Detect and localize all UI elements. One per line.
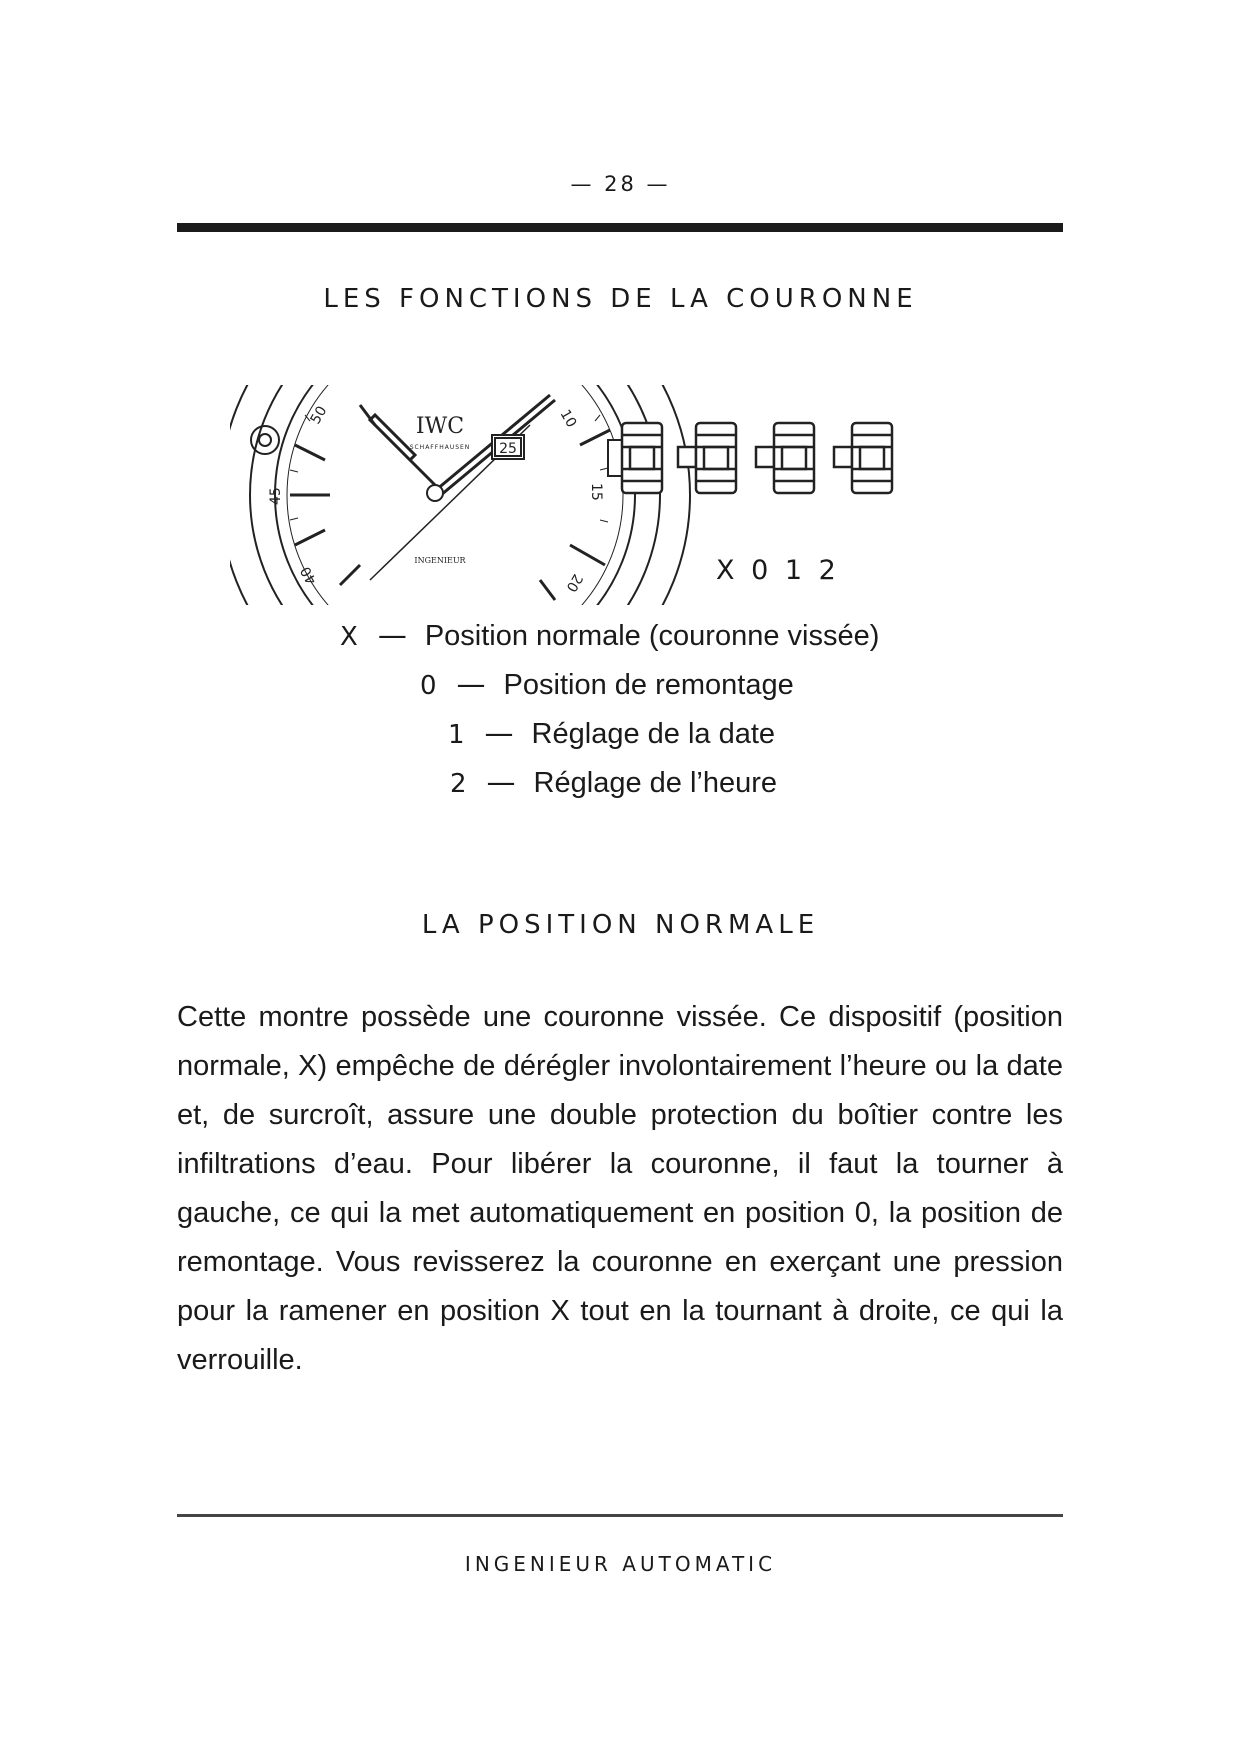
bezel-number: 40 bbox=[297, 563, 321, 587]
dash: — bbox=[486, 765, 516, 799]
bezel-number: 20 bbox=[562, 571, 586, 595]
brand-subtitle: SCHAFFHAUSEN bbox=[409, 444, 471, 451]
bezel-number: 15 bbox=[588, 483, 604, 501]
bezel-screw bbox=[251, 426, 279, 454]
bezel-number: 45 bbox=[268, 487, 284, 505]
top-rule bbox=[177, 223, 1063, 232]
crown-position-2 bbox=[834, 423, 892, 493]
position-row bbox=[340, 618, 879, 653]
position-key: 2 bbox=[450, 769, 467, 799]
crown-tube bbox=[608, 440, 622, 476]
section-title-normal-position: LA POSITION NORMALE bbox=[421, 910, 820, 940]
crown-position-x bbox=[622, 423, 662, 493]
footer-title: INGENIEUR AUTOMATIC bbox=[464, 1552, 777, 1576]
bezel-number: 10 bbox=[556, 407, 580, 431]
position-label: Position de remontage bbox=[503, 669, 794, 701]
position-row bbox=[420, 667, 794, 702]
brand-logo: IWC bbox=[415, 414, 465, 439]
position-key: 0 bbox=[420, 671, 437, 701]
page-number: — 28 — bbox=[570, 172, 671, 196]
model-mark: INGENIEUR bbox=[414, 556, 466, 565]
section-title-crown-functions: LES FONCTIONS DE LA COURONNE bbox=[323, 284, 918, 314]
dash: — bbox=[456, 667, 486, 701]
position-row bbox=[448, 716, 775, 751]
date-value: 25 bbox=[499, 441, 517, 457]
bezel-number: 50 bbox=[307, 403, 331, 427]
position-key: 1 bbox=[448, 720, 465, 750]
crown-position-1 bbox=[756, 423, 814, 493]
position-label: Position normale (couronne vissée) bbox=[424, 620, 880, 652]
bottom-rule bbox=[177, 1514, 1063, 1517]
crown-position-0 bbox=[678, 423, 736, 493]
position-label: Réglage de l’heure bbox=[533, 767, 778, 799]
position-label: Réglage de la date bbox=[531, 718, 776, 750]
dash: — bbox=[484, 716, 514, 750]
position-row bbox=[450, 765, 777, 800]
crown-position-labels: X 0 1 2 bbox=[716, 555, 840, 586]
hands-pivot bbox=[427, 485, 443, 501]
dash: — bbox=[377, 618, 407, 652]
watch-crown-illustration bbox=[230, 385, 1010, 605]
body-paragraph: Cette montre possède une couronne vissée. Ce dispositif (position normale, X) empêche de dérégler involontairement l’heure ou la date et, de surcroît, assure une double protection du boîtier contre les infiltrations d’eau. Pour libérer la couronne, il faut la tourner à gauche, ce qui la met automatiquement en position 0, la position de remontage. Vous revisserez la couronne en exerçant une pression pour la ramener en position X tout en la tournant à droite, ce qui la verrouille. bbox=[177, 1001, 1063, 1376]
position-key: X bbox=[340, 622, 358, 652]
